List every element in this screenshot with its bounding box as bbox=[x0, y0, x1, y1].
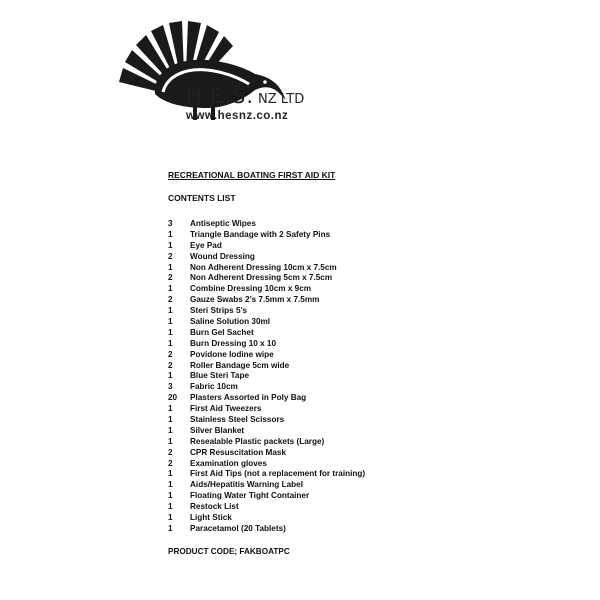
list-item bbox=[168, 272, 365, 283]
item-quantity: 1 bbox=[168, 414, 173, 424]
item-name: Combine Dressing 10cm x 9cm bbox=[190, 284, 312, 294]
list-item bbox=[168, 360, 365, 371]
list-item bbox=[168, 338, 365, 349]
item-quantity: 1 bbox=[168, 284, 173, 294]
list-item bbox=[168, 370, 365, 381]
item-quantity: 1 bbox=[168, 425, 173, 435]
list-item bbox=[168, 479, 365, 490]
item-quantity: 1 bbox=[168, 436, 173, 446]
list-item bbox=[168, 240, 365, 251]
item-quantity: 2 bbox=[168, 458, 173, 468]
item-quantity: 3 bbox=[168, 218, 173, 228]
item-quantity: 1 bbox=[168, 512, 173, 522]
list-item bbox=[168, 294, 365, 305]
list-item bbox=[168, 305, 365, 316]
item-quantity: 1 bbox=[168, 262, 173, 272]
item-quantity: 1 bbox=[168, 240, 173, 250]
list-item bbox=[168, 218, 365, 229]
item-name: First Aid Tips (not a replacement for training) bbox=[190, 469, 366, 479]
list-item bbox=[168, 316, 365, 327]
item-name: Non Adherent Dressing 5cm x 7.5cm bbox=[190, 273, 333, 283]
item-name: Fabric 10cm bbox=[190, 382, 238, 392]
brand-name bbox=[186, 84, 304, 108]
item-quantity: 1 bbox=[168, 338, 173, 348]
list-item bbox=[168, 349, 365, 360]
item-quantity: 2 bbox=[168, 273, 173, 283]
item-quantity: 1 bbox=[168, 229, 173, 239]
item-quantity: 2 bbox=[168, 447, 173, 457]
item-name: Antiseptic Wipes bbox=[190, 218, 256, 228]
contents-list bbox=[168, 218, 365, 534]
document-title: RECREATIONAL BOATING FIRST AID KIT bbox=[168, 170, 336, 180]
item-name: Plasters Assorted in Poly Bag bbox=[190, 393, 307, 403]
item-quantity: 2 bbox=[168, 251, 173, 261]
item-name: Steri Strips 5’s bbox=[190, 306, 248, 316]
item-name: First Aid Tweezers bbox=[190, 404, 262, 414]
item-quantity: 1 bbox=[168, 491, 173, 501]
list-item bbox=[168, 251, 365, 262]
brand-suffix: NZ LTD bbox=[258, 92, 305, 107]
list-item bbox=[168, 523, 365, 534]
item-quantity: 1 bbox=[168, 327, 173, 337]
list-item bbox=[168, 501, 365, 512]
item-name: Wound Dressing bbox=[190, 251, 255, 261]
item-quantity: 20 bbox=[168, 393, 178, 403]
list-item bbox=[168, 436, 365, 447]
list-item bbox=[168, 468, 365, 479]
product-code: PRODUCT CODE; FAKBOATPC bbox=[168, 547, 290, 556]
item-quantity: 1 bbox=[168, 404, 173, 414]
list-item bbox=[168, 490, 365, 501]
item-name: Paracetamol (20 Tablets) bbox=[190, 523, 286, 533]
item-name: Resealable Plastic packets (Large) bbox=[190, 436, 325, 446]
list-item bbox=[168, 414, 365, 425]
item-name: Burn Gel Sachet bbox=[190, 327, 254, 337]
item-quantity: 3 bbox=[168, 382, 173, 392]
item-name: Burn Dressing 10 x 10 bbox=[190, 338, 277, 348]
list-item bbox=[168, 262, 365, 273]
list-item bbox=[168, 447, 365, 458]
item-name: Examination gloves bbox=[190, 458, 267, 468]
item-name: Saline Solution 30ml bbox=[190, 316, 271, 326]
item-name: Stainless Steel Scissors bbox=[190, 414, 285, 424]
item-name: Floating Water Tight Container bbox=[190, 491, 310, 501]
item-quantity: 1 bbox=[168, 480, 173, 490]
item-quantity: 1 bbox=[168, 371, 173, 381]
item-quantity: 1 bbox=[168, 523, 173, 533]
item-name: Triangle Bandage with 2 Safety Pins bbox=[190, 229, 331, 239]
list-item bbox=[168, 403, 365, 414]
contents-heading: CONTENTS LIST bbox=[168, 193, 236, 203]
item-name: Aids/Hepatitis Warning Label bbox=[190, 480, 303, 490]
list-item bbox=[168, 229, 365, 240]
item-quantity: 2 bbox=[168, 295, 173, 305]
list-item bbox=[168, 512, 365, 523]
list-item bbox=[168, 392, 365, 403]
list-item bbox=[168, 327, 365, 338]
item-name: Blue Steri Tape bbox=[190, 371, 249, 381]
item-name: Povidone Iodine wipe bbox=[190, 349, 274, 359]
item-quantity: 1 bbox=[168, 469, 173, 479]
item-quantity: 1 bbox=[168, 502, 173, 512]
brand-url: www.hesnz.co.nz bbox=[186, 110, 289, 122]
item-quantity: 1 bbox=[168, 306, 173, 316]
item-quantity: 1 bbox=[168, 316, 173, 326]
list-item bbox=[168, 283, 365, 294]
brand-name-text: H.E.S. bbox=[186, 84, 255, 108]
item-name: CPR Resuscitation Mask bbox=[190, 447, 287, 457]
list-item bbox=[168, 425, 365, 436]
item-name: Gauze Swabs 2’s 7.5mm x 7.5mm bbox=[190, 295, 320, 305]
list-item bbox=[168, 458, 365, 469]
item-name: Light Stick bbox=[190, 512, 232, 522]
item-name: Roller Bandage 5cm wide bbox=[190, 360, 290, 370]
item-name: Restock List bbox=[190, 502, 239, 512]
item-quantity: 2 bbox=[168, 349, 173, 359]
item-name: Non Adherent Dressing 10cm x 7.5cm bbox=[190, 262, 337, 272]
item-quantity: 2 bbox=[168, 360, 173, 370]
item-name: Eye Pad bbox=[190, 240, 222, 250]
list-item bbox=[168, 381, 365, 392]
item-name: Silver Blanket bbox=[190, 425, 245, 435]
